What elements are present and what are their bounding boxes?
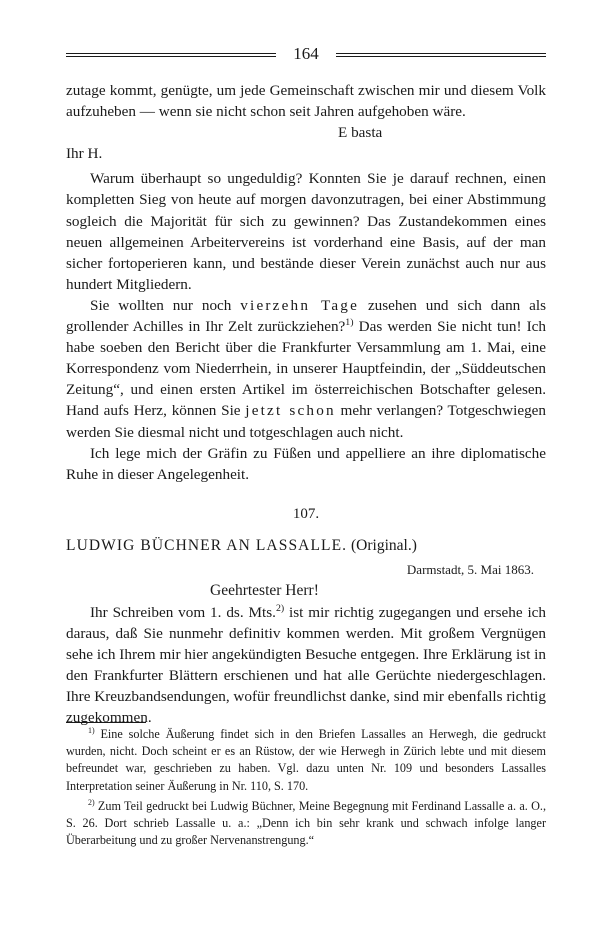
signature: Ihr H. <box>66 145 103 163</box>
footnote-1-text: Eine solche Äußerung findet sich in den Briefen Lassalles an Herwegh, die gedruckt wurden, nicht. Doch scheint er es an Rüstow, der wie Herwegh in Zürich lebte und mit diesem befreundet war, geschrieben zu haben. Vgl. dazu unten Nr. 109 und besonders Lassalles Interpretation seiner Äußerung in Nr. 110, S. 170. <box>66 727 546 793</box>
letter-salutation: Geehrtester Herr! <box>210 582 319 599</box>
footnote-ref-2: 2) <box>275 602 285 614</box>
footnote-2 <box>66 798 546 850</box>
continuation-block <box>66 80 546 485</box>
letter-body-part-a: Ihr Schreiben vom 1. ds. Mts. <box>90 604 276 621</box>
letter-source-note: (Original.) <box>351 537 417 554</box>
paragraph-2-emphasis-2: jetzt schon <box>245 402 336 420</box>
footnotes <box>66 726 546 849</box>
continuation-text: zutage kommt, genügte, um jede Gemeinschaft zwischen mir und diesem Volk aufzuheben — wenn sie nicht schon seit Jahren aufgehoben wäre. <box>66 82 546 121</box>
paragraph-2-part-b: zusehen und sich dann als grollender Achilles in Ihr Zelt zurückziehen? <box>66 296 547 336</box>
page-header <box>66 44 546 68</box>
letter-heading <box>66 537 546 555</box>
header-rule-right <box>336 53 546 57</box>
paragraph-2-part-a: Sie wollten nur noch <box>90 296 232 314</box>
footnote-1-mark: 1) <box>88 725 95 735</box>
letter-body <box>66 602 546 729</box>
letter-title: LUDWIG BÜCHNER AN LASSALLE. <box>66 537 348 554</box>
paragraph-2-part-c: Das werden Sie nicht tun! Ich habe soeben den Bericht über die Frankfurter Versammlung am 1. Mai, eine Korrespondenz vom Niederrhein, in unserer Hauptfeindin, der „Süddeutschen Zeitung“, und einen ersten Artikel im österreichischen Botschafter gelesen. Hand aufs Herz, können Sie <box>66 318 546 420</box>
paragraph-2 <box>66 295 546 443</box>
letter-body-block <box>66 602 546 729</box>
footnote-separator <box>66 722 146 723</box>
footnote-2-text: Zum Teil gedruckt bei Ludwig Büchner, Meine Begegnung mit Ferdinand Lassalle a. a. O., S. 26. Dort schrieb Lassalle u. a.: „Denn ich bin sehr krank und schwach infolge langer Überarbeitung und zu großer Nervenanstrengung.“ <box>66 798 546 848</box>
closing-line: E basta <box>338 124 383 142</box>
footnote-2-mark: 2) <box>88 797 95 807</box>
paragraph-2-part-d: mehr verlangen? Totgeschwiegen werden Sie diesmal nicht und totgeschlagen auch nicht. <box>66 402 547 441</box>
paragraph-1: Warum überhaupt so ungeduldig? Konnten Sie je darauf rechnen, einen kompletten Sieg von heute auf morgen davonzutragen, bei einer Abstimmung sogleich die Majorität für sich zu gewinnen? Das Zustandekommen eines neuen allgemeinen Arbeitervereins ist vorderhand eine Basis, auf der man sicher fortoperieren kann, und bestände dieser Verein zunächst auch nur aus hundert Mitgliedern. <box>66 170 546 293</box>
footnote-1 <box>66 726 546 795</box>
paragraph-2-emphasis-1: vierzehn Tage <box>240 296 360 314</box>
letter-number: 107. <box>292 506 320 522</box>
page-number: 164 <box>293 44 319 63</box>
paragraph-3: Ich lege mich der Gräfin zu Füßen und appelliere an ihre diplomatische Ruhe in dieser Angelegenheit. <box>66 444 546 483</box>
letter-date: Darmstadt, 5. Mai 1863. <box>406 562 534 577</box>
letter-body-part-b: ist mir richtig zugegangen und ersehe ich daraus, daß Sie nunmehr definitiv kommen werden. Mit großem Vergnügen sehe ich Ihrem mir hier angekündigten Besuche entgegen. Ihre Erklärung ist in den Frankfurter Blättern erschienen und hat alle Gerüchte niedergeschlagen. Ihre Kreuzbandsendungen, wofür freundlichst danke, sind mir ebenfalls richtig zugekommen. <box>66 604 547 727</box>
footnote-ref-1: 1) <box>345 316 354 328</box>
